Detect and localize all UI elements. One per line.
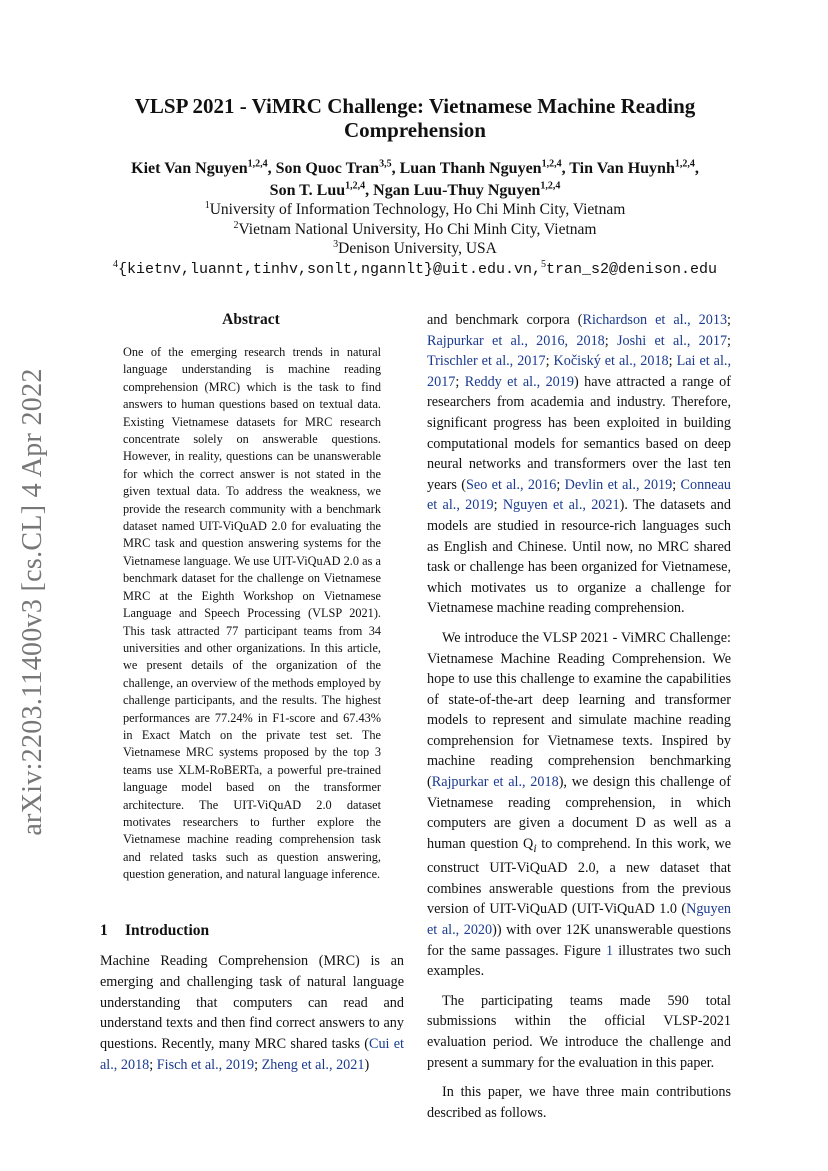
- citation-link[interactable]: Devlin et al., 2019: [564, 476, 673, 493]
- citation-link[interactable]: Joshi et al., 2017: [617, 332, 728, 349]
- author-list: [90, 158, 740, 202]
- section-number: 1: [100, 922, 108, 939]
- citation-link[interactable]: Nguyen et al., 2020: [427, 901, 731, 939]
- section-title: Introduction: [125, 922, 210, 939]
- citation-link[interactable]: Trischler et al., 2017: [427, 353, 546, 370]
- citation-link[interactable]: Lai et al., 2017: [427, 353, 731, 390]
- author-line-1: Kiet Van Nguyen$^{1,2,4}$, Son Quoc Tran$^{3,5}$, Luan Thanh Nguyen$^{1,2,4}$, Tin Van Huynh$^{1,2,4}$,: [131, 158, 699, 177]
- affiliation: $^2$Vietnam National University, Ho Chi Minh City, Vietnam: [233, 219, 597, 238]
- citation-link[interactable]: Zheng et al., 2021: [261, 1056, 365, 1073]
- email-address[interactable]: tran_s2@denison.edu: [546, 260, 718, 278]
- author-name: Son T. Luu: [269, 182, 346, 199]
- author-name: Ngan Luu-Thuy Nguyen: [373, 182, 541, 199]
- email-address[interactable]: {kietnv,luannt,tinhv,sonlt,ngannlt}@uit.edu.vn,: [117, 260, 542, 278]
- author-affil-sup: 1,2,4: [540, 180, 561, 192]
- citation-link[interactable]: Cui et al., 2018: [100, 1036, 404, 1073]
- affiliation: $^1$University of Information Technology, Ho Chi Minh City, Vietnam: [204, 199, 626, 218]
- citation-link[interactable]: Seo et al., 2016: [466, 476, 557, 493]
- citation-link[interactable]: Kočiský et al., 2018: [553, 353, 669, 370]
- author-name: Luan Thanh Nguyen: [399, 160, 542, 177]
- affiliations: [60, 200, 770, 279]
- email-line: $^4${kietnv,luannt,tinhv,sonlt,ngannlt}@uit.edu.vn,$^5$tran_s2@denison.edu: [112, 258, 718, 278]
- citation-link[interactable]: Reddy et al., 2019: [464, 373, 574, 390]
- arxiv-identifier: arXiv:2203.11400v3 [cs.CL] 4 Apr 2022: [17, 368, 48, 836]
- abstract-heading: Abstract: [222, 311, 280, 328]
- citation-link[interactable]: Richardson et al., 2013: [582, 312, 728, 328]
- paragraph: In this paper, we have three main contributions described as follows.: [427, 1084, 731, 1121]
- right-column: [427, 310, 731, 1132]
- author-name: Son Quoc Tran: [275, 160, 380, 177]
- author-affil-sup: 1,2,4: [674, 158, 695, 170]
- section-heading: [100, 922, 400, 940]
- citation-link[interactable]: Rajpurkar et al., 2016, 2018: [427, 332, 605, 349]
- paper-title: VLSP 2021 - ViMRC Challenge: Vietnamese Machine Reading Comprehension: [134, 94, 696, 142]
- author-affil-sup: 1,2,4: [247, 158, 268, 170]
- citation-link[interactable]: Fisch et al., 2019: [156, 1056, 255, 1073]
- citation-link[interactable]: Conneau et al., 2019: [427, 476, 731, 514]
- abstract-text: One of the emerging research trends in natural language understanding is machine reading comprehension (MRC) which is the task to find answers to human questions based on textual data. Existing Vietnamese datasets for MRC research concentrate solely on answerable questions. However, in reality, questions can be unanswerable for which the correct answer is not stated in the given textual data. To address the weakness, we provide the research community with a benchmark dataset named UIT-ViQuAD 2.0 for evaluating the MRC task and question answering systems for the Vietnamese language. We use UIT-ViQuAD 2.0 as a benchmark dataset for the challenge on Vietnamese MRC at the Eighth Workshop on Vietnamese Language and Speech Processing (VLSP 2021). This task attracted 77 participant teams from 34 universities and other organizations. In this article, we present details of the organization of the challenge, an overview of the methods employed by challenge participants, and the results. The highest performances are 77.24% in F1-score and 67.43% in Exact Match on the private test set. The Vietnamese MRC systems proposed by the top 3 teams use XLM-RoBERTa, a powerful pre-trained language model based on the transformer architecture. The UIT-ViQuAD 2.0 dataset motivates researchers to further explore the Vietnamese machine reading comprehension task and related tasks such as question answering, question generation, and natural language inference.: [123, 345, 381, 882]
- author-affil-sup: 1,2,4: [345, 180, 366, 192]
- citation-link[interactable]: Nguyen et al., 2021: [502, 497, 620, 514]
- intro-paragraph: Machine Reading Comprehension (MRC) is an emerging and challenging task of natural language understanding that computers can read and understand texts and then find correct answers to any questions. Recently, many MRC shared tasks (Cui et al., 2018; Fisch et al., 2019; Zheng et al., 2021): [100, 953, 404, 1073]
- author-name: Kiet Van Nguyen: [131, 160, 248, 177]
- paragraph: and benchmark corpora (Richardson et al., 2013; Rajpurkar et al., 2016, 2018; Joshi et al., 2017; Trischler et al., 2017; Kočiský et al., 2018; Lai et al., 2017; Reddy et al., 2019) have attracted a range of researchers from academia and industry. Therefore, significant progress has been exploited in building computational models for semantics based on deep neural networks and transformers over the last ten years (Seo et al., 2016; Devlin et al., 2019; Conneau et al., 2019; Nguyen et al., 2021). The datasets and models are studied in resource-rich languages such as English and Chinese. Until now, no MRC shared task or challenge has been organized for Vietnamese, which motivates us to organize a challenge for Vietnamese machine reading comprehension.: [427, 312, 731, 617]
- paragraph: We introduce the VLSP 2021 - ViMRC Challenge: Vietnamese Machine Reading Comprehension. We hope to use this challenge to examine the capabilities of state-of-the-art deep learning and transformer models to represent and simulate machine reading comprehension for Vietnamese texts. Inspired by machine reading comprehension benchmarking (Rajpurkar et al., 2018), we design this challenge of Vietnamese reading comprehension, in which computers are given a document D as well as a human question $Q_i$ to comprehend. In this work, we construct UIT-ViQuAD 2.0, a new dataset that combines answerable questions from the previous version of UIT-ViQuAD (UIT-ViQuAD 1.0 (Nguyen et al., 2020)) with over 12K unanswerable questions for the same passages. Figure 1 illustrates two such examples.: [427, 629, 731, 980]
- citation-link[interactable]: Rajpurkar et al., 2018: [431, 774, 559, 791]
- figure-reference-link[interactable]: 1: [606, 942, 614, 959]
- paragraph: The participating teams made 590 total submissions within the official VLSP-2021 evaluation period. We introduce the challenge and present a summary for the evaluation in this paper.: [427, 992, 731, 1071]
- author-affil-sup: 1,2,4: [541, 158, 562, 170]
- author-affil-sup: 3,5: [379, 158, 392, 170]
- author-line-2: Son T. Luu$^{1,2,4}$, Ngan Luu-Thuy Nguyen$^{1,2,4}$: [269, 180, 561, 199]
- author-name: Tin Van Huynh: [569, 160, 675, 177]
- affiliation: $^3$Denison University, USA: [333, 238, 497, 257]
